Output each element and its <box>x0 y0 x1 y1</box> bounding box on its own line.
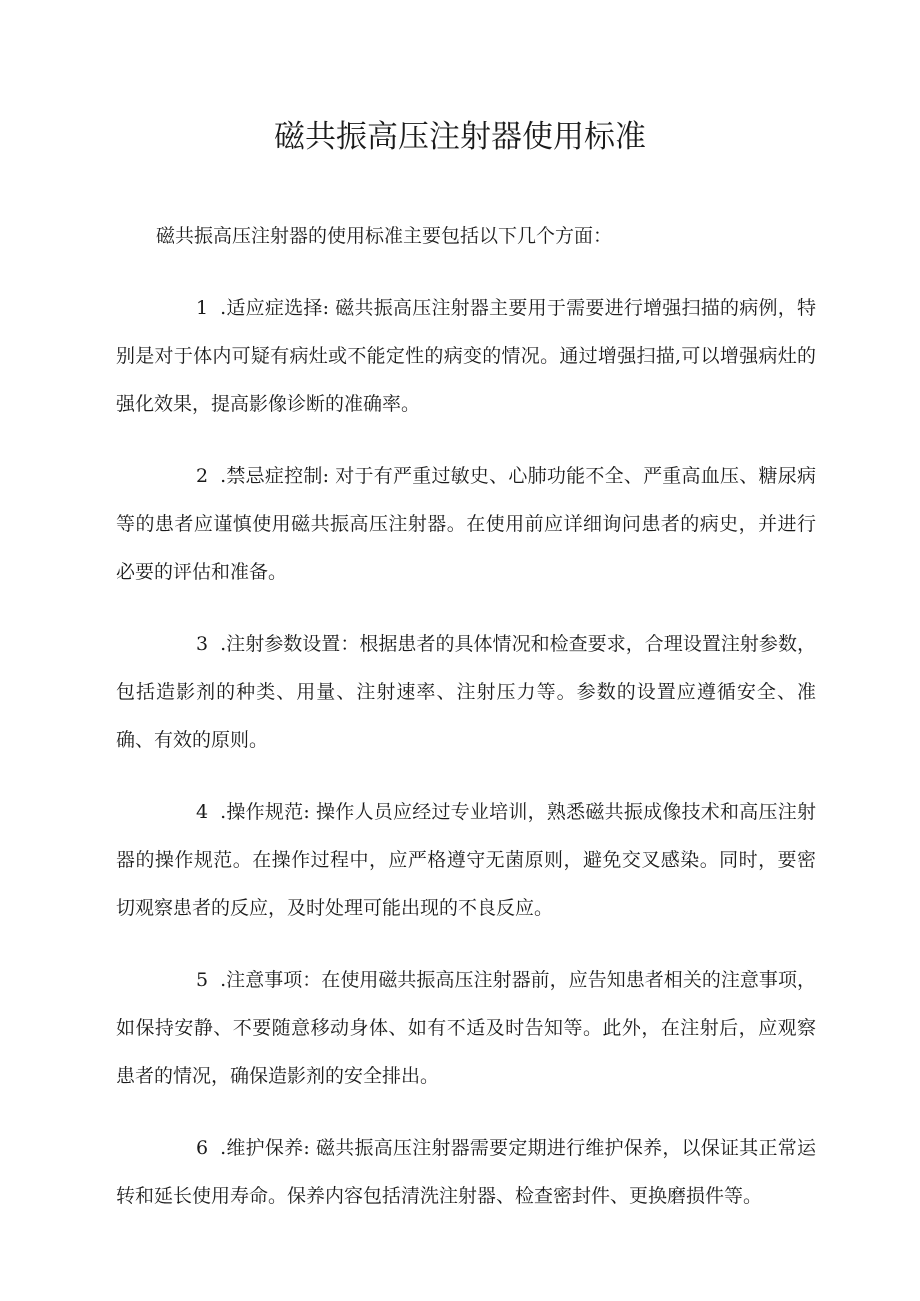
item-number: 5 <box>196 969 209 991</box>
item-number: 2 <box>196 465 209 487</box>
item-text: 磁共振高压注射器需要定期进行维护保养，以保证其正常运转和延长使用寿命。保养内容包括清洗注射器、检查密封件、更换磨损件等。 <box>116 1137 816 1207</box>
item-text: 对于有严重过敏史、心肺功能不全、严重高血压、糖尿病等的患者应谨慎使用磁共振高压注射器。在使用前应详细询问患者的病史，并进行必要的评估和准备。 <box>116 465 816 583</box>
item-text: 操作人员应经过专业培训，熟悉磁共振成像技术和高压注射器的操作规范。在操作过程中，应严格遵守无菌原则，避免交叉感染。同时，要密切观察患者的反应，及时处理可能出现的不良反应。 <box>116 801 816 919</box>
document-body <box>116 212 816 1244</box>
item-number: 4 <box>196 801 209 823</box>
item-label: .注射参数设置： <box>220 633 360 655</box>
list-item <box>116 788 816 932</box>
item-label: .适应症选择: <box>220 297 329 319</box>
item-label: .操作规范: <box>220 801 310 823</box>
intro-paragraph: 磁共振高压注射器的使用标准主要包括以下几个方面： <box>156 225 613 247</box>
item-number: 3 <box>196 633 209 655</box>
list-item <box>116 1124 816 1220</box>
item-number: 6 <box>196 1137 209 1159</box>
item-text: 在使用磁共振高压注射器前，应告知患者相关的注意事项，如保持安静、不要随意移动身体、如有不适及时告知等。此外，在注射后，应观察患者的情况，确保造影剂的安全排出。 <box>116 969 816 1087</box>
item-label: .注意事项： <box>220 969 322 991</box>
item-label: .维护保养: <box>220 1137 310 1159</box>
item-label: .禁忌症控制: <box>220 465 329 487</box>
item-text: 根据患者的具体情况和检查要求，合理设置注射参数，包括造影剂的种类、用量、注射速率、注射压力等。参数的设置应遵循安全、准确、有效的原则。 <box>116 633 816 751</box>
item-number: 1 <box>196 297 209 319</box>
item-text: 磁共振高压注射器主要用于需要进行增强扫描的病例，特别是对于体内可疑有病灶或不能定性的病变的情况。通过增强扫描,可以增强病灶的强化效果，提高影像诊断的准确率。 <box>116 297 816 415</box>
list-item <box>116 620 816 764</box>
list-item <box>116 284 816 428</box>
list-item <box>116 956 816 1100</box>
page-title: 磁共振高压注射器使用标准 <box>274 119 646 155</box>
list-item <box>116 452 816 596</box>
